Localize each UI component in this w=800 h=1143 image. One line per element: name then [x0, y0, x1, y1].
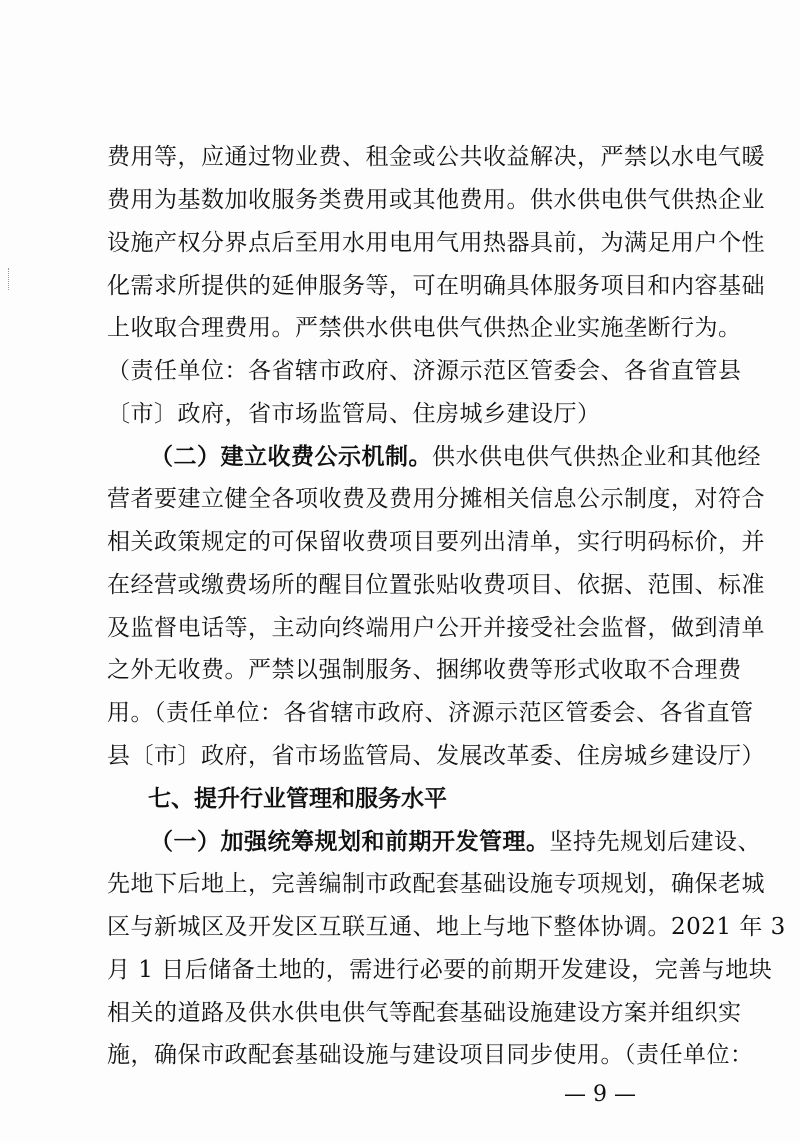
section-title: （二）建立收费公示机制。 [150, 444, 432, 470]
paragraph-line: 相关政策规定的可保留收费项目要列出清单，实行明码标价，并 [107, 529, 765, 555]
paragraph-line: 相关的道路及供水供电供气等配套基础设施建设方案并组织实 [107, 1000, 742, 1026]
paragraph-line: 设施产权分界点后至用水用电用气用热器具前，为满足用户个性 [107, 230, 765, 256]
section-first-line [150, 442, 761, 472]
section-text: 供水供电供气供热企业和其他经 [432, 444, 761, 470]
paragraph-line: 营者要建立健全各项收费及费用分摊相关信息公示制度，对符合 [107, 486, 765, 512]
page-number: — 9 — [564, 1082, 636, 1107]
paragraph-line: 〔市〕政府，省市场监管局、住房城乡建设厅） [107, 401, 601, 427]
margin-mark [8, 268, 12, 290]
paragraph-line: 区与新城区及开发区互联互通、地上与地下整体协调。2021 年 3 [107, 914, 786, 940]
section-heading: 七、提升行业管理和服务水平 [148, 786, 447, 812]
paragraph-line: 及监督电话等，主动向终端用户公开并接受社会监督，做到清单 [107, 615, 765, 641]
paragraph-line: 化需求所提供的延伸服务等，可在明确具体服务项目和内容基础 [107, 273, 765, 299]
paragraph-line: 费用等，应通过物业费、租金或公共收益解决，严禁以水电气暖 [107, 144, 765, 170]
paragraph-line: 在经营或缴费场所的醒目位置张贴收费项目、依据、范围、标准 [107, 572, 765, 598]
paragraph-line: （责任单位：各省辖市政府、济源示范区管委会、各省直管县 [107, 358, 742, 384]
paragraph-line: 月 1 日后储备土地的，需进行必要的前期开发建设，完善与地块 [107, 957, 773, 983]
paragraph-line: 上收取合理费用。严禁供水供电供气供热企业实施垄断行为。 [107, 315, 742, 341]
paragraph-line: 先地下后地上，完善编制市政配套基础设施专项规划，确保老城 [107, 871, 765, 897]
paragraph-line: 费用为基数加收服务类费用或其他费用。供水供电供气供热企业 [107, 187, 765, 213]
section-title: （一）加强统筹规划和前期开发管理。 [150, 829, 550, 855]
section-text: 坚持先规划后建设、 [549, 829, 761, 855]
paragraph-line: 之外无收费。严禁以强制服务、捆绑收费等形式收取不合理费 [107, 657, 742, 683]
section-first-line [150, 827, 761, 857]
paragraph-line: 用。（责任单位：各省辖市政府、济源示范区管委会、各省直管 [107, 700, 754, 726]
paragraph-line: 县〔市〕政府，省市场监管局、发展改革委、住房城乡建设厅） [107, 743, 765, 769]
paragraph-line: 施，确保市政配套基础设施与建设项目同步使用。（责任单位： [107, 1042, 754, 1068]
